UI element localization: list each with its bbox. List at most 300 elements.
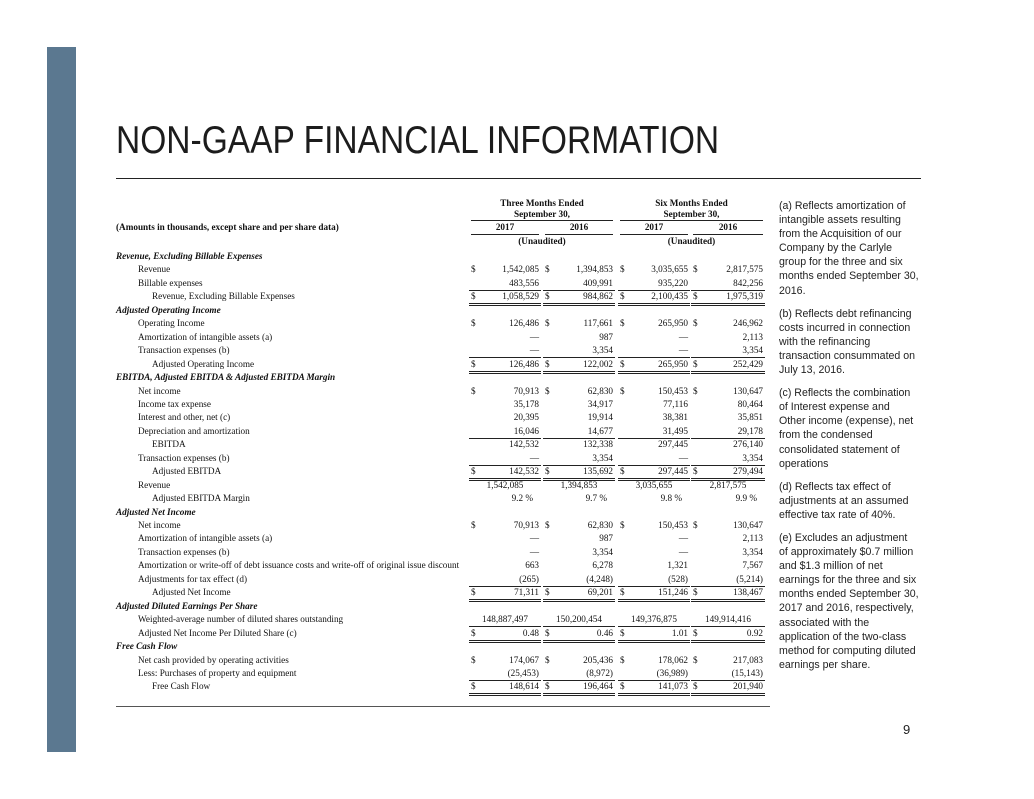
cell-value: 3,354 bbox=[742, 546, 763, 557]
cell-value: 297,445 bbox=[658, 439, 688, 450]
cell-value: 70,913 bbox=[513, 520, 539, 530]
table-row bbox=[116, 680, 768, 693]
table-cell bbox=[469, 452, 541, 466]
currency-symbol: $ bbox=[545, 358, 550, 369]
cell-value: 1,321 bbox=[667, 560, 688, 571]
cell-value: 0.48 bbox=[522, 627, 539, 638]
table-cell bbox=[543, 263, 615, 276]
table-cell bbox=[543, 667, 615, 681]
table-cell bbox=[469, 546, 541, 559]
currency-symbol: $ bbox=[545, 627, 550, 638]
table-row bbox=[116, 586, 768, 599]
header-rule-six-months bbox=[620, 220, 763, 221]
cell-value: 130,647 bbox=[733, 385, 763, 396]
section-row bbox=[116, 371, 768, 384]
cell-value: 9.8 % bbox=[660, 493, 682, 504]
cell-value: 663 bbox=[525, 560, 539, 571]
table-cell bbox=[469, 492, 541, 505]
row-label: Free Cash Flow bbox=[116, 641, 178, 652]
cell-value: 130,647 bbox=[733, 520, 763, 530]
table-cell bbox=[691, 411, 765, 424]
row-label: Net cash provided by operating activities bbox=[138, 654, 289, 665]
table-cell bbox=[618, 452, 690, 466]
cell-value: 1,394,853 bbox=[560, 479, 598, 490]
cell-value: 265,950 bbox=[658, 318, 688, 329]
table-cell bbox=[618, 385, 690, 398]
cell-value: 77,116 bbox=[663, 398, 688, 409]
table-cell bbox=[543, 680, 615, 696]
table-cell bbox=[691, 680, 765, 696]
currency-symbol: $ bbox=[620, 466, 625, 477]
table-cell bbox=[691, 398, 765, 411]
table-row bbox=[116, 411, 768, 424]
cell-value: — bbox=[529, 452, 539, 463]
cell-value: 35,851 bbox=[737, 412, 763, 423]
table-cell bbox=[469, 385, 541, 398]
cell-value: 842,256 bbox=[733, 277, 763, 288]
table-cell bbox=[618, 680, 690, 696]
unaudited-label: (Unaudited) bbox=[518, 236, 566, 246]
footnote-c: (c) Reflects the combination of Interest expense and Other income (expense), net from the condensed consolidated statement of operations bbox=[779, 387, 914, 470]
currency-symbol: $ bbox=[545, 264, 550, 275]
cell-value: 126,486 bbox=[509, 358, 539, 369]
cell-value: 70,913 bbox=[513, 385, 539, 396]
currency-symbol: $ bbox=[620, 654, 625, 665]
row-label: Transaction expenses (b) bbox=[138, 546, 230, 557]
cell-value: 150,453 bbox=[658, 385, 688, 396]
cell-value: 3,035,655 bbox=[651, 264, 688, 275]
table-cell bbox=[469, 532, 541, 545]
currency-symbol: $ bbox=[693, 318, 698, 329]
cell-value: 6,278 bbox=[592, 560, 613, 571]
currency-symbol: $ bbox=[471, 654, 476, 665]
cell-value: 31,495 bbox=[662, 425, 688, 436]
table-cell bbox=[618, 654, 690, 667]
cell-value: 987 bbox=[599, 533, 613, 544]
cell-value: 276,140 bbox=[733, 439, 763, 450]
cell-value: 62,830 bbox=[587, 520, 613, 530]
cell-value: 483,556 bbox=[509, 277, 539, 288]
table-cell bbox=[618, 425, 690, 439]
table-cell bbox=[469, 680, 541, 696]
currency-symbol: $ bbox=[471, 520, 476, 530]
currency-symbol: $ bbox=[471, 466, 476, 477]
currency-symbol: $ bbox=[471, 264, 476, 275]
cell-value: 3,354 bbox=[742, 345, 763, 356]
table-cell bbox=[691, 519, 765, 532]
table-cell bbox=[618, 411, 690, 424]
table-cell bbox=[691, 452, 765, 466]
cell-value: 148,887,497 bbox=[482, 614, 528, 625]
currency-symbol: $ bbox=[545, 520, 550, 530]
table-row bbox=[116, 398, 768, 411]
table-row bbox=[116, 277, 768, 290]
table-cell bbox=[691, 667, 765, 681]
currency-symbol: $ bbox=[471, 681, 476, 692]
row-label: Adjusted Net Income bbox=[116, 506, 196, 517]
table-cell bbox=[691, 532, 765, 545]
currency-symbol: $ bbox=[545, 385, 550, 396]
cell-value: 20,395 bbox=[513, 412, 539, 423]
row-label: Operating Income bbox=[138, 318, 205, 329]
year-header: 2017 bbox=[495, 222, 515, 232]
cell-value: 279,494 bbox=[733, 466, 763, 477]
currency-symbol: $ bbox=[693, 466, 698, 477]
currency-symbol: $ bbox=[471, 291, 476, 302]
cell-value: 126,486 bbox=[509, 318, 539, 329]
cell-value: 149,376,875 bbox=[631, 614, 677, 625]
table-row bbox=[116, 627, 768, 640]
cell-value: 201,940 bbox=[733, 681, 763, 692]
cell-value: 149,914,416 bbox=[705, 614, 751, 625]
table-cell bbox=[469, 573, 541, 587]
cell-value: 1,394,853 bbox=[576, 264, 613, 275]
row-label: Free Cash Flow bbox=[152, 681, 211, 692]
table-cell bbox=[543, 385, 615, 398]
cell-value: 9.2 % bbox=[511, 493, 533, 504]
table-cell bbox=[543, 277, 615, 291]
cell-value: 34,917 bbox=[587, 398, 613, 409]
footnote-d: (d) Reflects tax effect of adjustments at an assumed effective tax rate of 40%. bbox=[779, 480, 909, 521]
row-label: Billable expenses bbox=[138, 277, 203, 288]
row-label: Transaction expenses (b) bbox=[138, 345, 230, 356]
table-cell bbox=[469, 438, 541, 451]
table-row bbox=[116, 492, 768, 505]
table-cell bbox=[618, 532, 690, 545]
cell-value: 1,542,085 bbox=[502, 264, 539, 275]
table-cell bbox=[543, 532, 615, 545]
cell-value: 252,429 bbox=[733, 358, 763, 369]
cell-value: 3,354 bbox=[742, 452, 763, 463]
cell-value: (528) bbox=[668, 573, 688, 584]
row-label: Adjusted EBITDA bbox=[152, 466, 222, 477]
row-label: Amortization or write-off of debt issuance costs and write-off of original issue discount bbox=[138, 560, 460, 571]
table-cell bbox=[618, 667, 690, 681]
table-cell bbox=[618, 344, 690, 358]
table-cell bbox=[691, 344, 765, 358]
cell-value: 196,464 bbox=[583, 681, 613, 692]
page-title: NON-GAAP FINANCIAL INFORMATION bbox=[116, 119, 720, 162]
cell-value: 7,567 bbox=[742, 560, 763, 571]
year-rule bbox=[693, 234, 763, 235]
currency-symbol: $ bbox=[620, 385, 625, 396]
currency-symbol: $ bbox=[693, 627, 698, 638]
table-cell bbox=[618, 331, 690, 344]
currency-symbol: $ bbox=[693, 654, 698, 665]
table-cell bbox=[691, 317, 765, 330]
table-cell bbox=[618, 519, 690, 532]
table-cell bbox=[469, 425, 541, 439]
table-cell bbox=[469, 411, 541, 424]
cell-value: 71,311 bbox=[514, 587, 539, 598]
table-row bbox=[116, 290, 768, 303]
cell-value: 141,073 bbox=[658, 681, 688, 692]
header-six-months-line1: Six Months Ended bbox=[655, 198, 728, 208]
table-cell bbox=[691, 559, 765, 572]
currency-symbol: $ bbox=[693, 385, 698, 396]
table-row bbox=[116, 532, 768, 545]
table-cell bbox=[691, 425, 765, 439]
cell-value: 178,062 bbox=[658, 654, 688, 665]
year-header: 2016 bbox=[718, 222, 738, 232]
cell-value: — bbox=[529, 546, 539, 557]
footnote-e: (e) Excludes an adjustment of approximately $0.7 million and $1.3 million of net earnings for the three and six months ended September 30, 2017 and 2016, respectively, associated with the application of the two-class method for computing diluted earnings per share. bbox=[779, 531, 919, 671]
row-label: Income tax expense bbox=[138, 398, 211, 409]
table-cell bbox=[618, 546, 690, 559]
year-header: 2016 bbox=[569, 222, 589, 232]
row-label: Transaction expenses (b) bbox=[138, 452, 230, 463]
row-label: Amortization of intangible assets (a) bbox=[138, 331, 273, 342]
header-six-months-line2: September 30, bbox=[663, 209, 720, 219]
table-cell bbox=[469, 559, 541, 572]
table-cell bbox=[469, 519, 541, 532]
table-cell bbox=[691, 613, 765, 627]
cell-value: 148,614 bbox=[509, 681, 539, 692]
currency-symbol: $ bbox=[693, 264, 698, 275]
table-cell bbox=[691, 331, 765, 344]
table-cell bbox=[543, 331, 615, 344]
table-cell bbox=[469, 667, 541, 681]
table-row bbox=[116, 385, 768, 398]
cell-value: — bbox=[678, 546, 688, 557]
table-cell bbox=[469, 344, 541, 358]
cell-value: 151,246 bbox=[658, 587, 688, 598]
cell-value: 138,467 bbox=[733, 587, 763, 598]
table-cell bbox=[543, 519, 615, 532]
cell-value: 0.46 bbox=[596, 627, 613, 638]
currency-symbol: $ bbox=[620, 587, 625, 598]
cell-value: 16,046 bbox=[513, 425, 539, 436]
table-row bbox=[116, 344, 768, 357]
table-cell bbox=[691, 654, 765, 667]
row-label: Adjusted Net Income bbox=[152, 587, 231, 598]
table-cell bbox=[543, 425, 615, 439]
table-row bbox=[116, 519, 768, 532]
table-cell bbox=[543, 398, 615, 411]
cell-value: (5,214) bbox=[736, 573, 763, 584]
currency-symbol: $ bbox=[471, 358, 476, 369]
cell-value: 174,067 bbox=[509, 654, 539, 665]
cell-value: 150,453 bbox=[658, 520, 688, 530]
currency-symbol: $ bbox=[620, 520, 625, 530]
table-cell bbox=[543, 613, 615, 627]
row-label: Net income bbox=[138, 385, 181, 396]
cell-value: 122,002 bbox=[583, 358, 613, 369]
table-cell bbox=[691, 546, 765, 559]
table-cell bbox=[543, 411, 615, 424]
currency-symbol: $ bbox=[693, 358, 698, 369]
table-row bbox=[116, 452, 768, 465]
cell-value: 2,113 bbox=[742, 533, 763, 544]
table-cell bbox=[543, 344, 615, 358]
row-label: Net income bbox=[138, 520, 181, 530]
section-row bbox=[116, 600, 768, 613]
row-label: Weighted-average number of diluted shares outstanding bbox=[138, 614, 344, 625]
table-cell bbox=[543, 573, 615, 587]
amounts-note: (Amounts in thousands, except share and per share data) bbox=[116, 222, 339, 232]
cell-value: 29,178 bbox=[737, 425, 763, 436]
cell-value: 935,220 bbox=[658, 277, 688, 288]
cell-value: 2,817,575 bbox=[726, 264, 763, 275]
row-label: Adjusted EBITDA Margin bbox=[152, 493, 250, 504]
currency-symbol: $ bbox=[471, 587, 476, 598]
cell-value: 2,817,575 bbox=[709, 479, 747, 490]
currency-symbol: $ bbox=[545, 466, 550, 477]
currency-symbol: $ bbox=[545, 654, 550, 665]
year-header: 2017 bbox=[644, 222, 664, 232]
cell-value: 9.7 % bbox=[585, 493, 607, 504]
table-cell bbox=[469, 479, 541, 492]
cell-value: 984,862 bbox=[583, 291, 613, 302]
cell-value: 19,914 bbox=[587, 412, 613, 423]
cell-value: 2,100,435 bbox=[651, 291, 688, 302]
table-cell bbox=[469, 398, 541, 411]
currency-symbol: $ bbox=[620, 318, 625, 329]
table-cell bbox=[691, 263, 765, 276]
currency-symbol: $ bbox=[620, 291, 625, 302]
cell-value: 1,058,529 bbox=[502, 291, 539, 302]
unaudited-label: (Unaudited) bbox=[667, 236, 716, 246]
table-cell bbox=[469, 331, 541, 344]
table-row bbox=[116, 317, 768, 330]
cell-value: 246,962 bbox=[733, 318, 763, 329]
cell-value: 3,354 bbox=[592, 345, 613, 356]
currency-symbol: $ bbox=[693, 520, 698, 530]
row-label: Interest and other, net (c) bbox=[138, 412, 231, 423]
table-cell bbox=[618, 263, 690, 276]
table-cell bbox=[691, 438, 765, 451]
table-cell bbox=[618, 492, 690, 505]
table-row bbox=[116, 465, 768, 478]
currency-symbol: $ bbox=[471, 385, 476, 396]
cell-value: — bbox=[678, 345, 688, 356]
currency-symbol: $ bbox=[545, 291, 550, 302]
row-label: EBITDA bbox=[152, 439, 186, 450]
row-label: Revenue bbox=[138, 264, 171, 275]
page-number: 9 bbox=[903, 722, 911, 737]
cell-value: 62,830 bbox=[587, 385, 613, 396]
table-row bbox=[116, 263, 768, 276]
table-cell bbox=[543, 559, 615, 572]
table-cell bbox=[618, 559, 690, 572]
row-label: EBITDA, Adjusted EBITDA & Adjusted EBITDA Margin bbox=[116, 372, 336, 383]
table-row bbox=[116, 331, 768, 344]
currency-symbol: $ bbox=[693, 291, 698, 302]
cell-value: 135,692 bbox=[583, 466, 613, 477]
table-cell bbox=[618, 438, 690, 451]
cell-value: — bbox=[529, 345, 539, 356]
cell-value: 9.9 % bbox=[735, 493, 757, 504]
cell-value: 1.01 bbox=[671, 627, 688, 638]
cell-value: (4,248) bbox=[586, 573, 613, 584]
table-cell bbox=[691, 385, 765, 398]
row-label: Adjusted Operating Income bbox=[116, 304, 221, 315]
cell-value: 0.92 bbox=[746, 627, 763, 638]
row-label: Revenue bbox=[138, 479, 171, 490]
currency-symbol: $ bbox=[471, 318, 476, 329]
currency-symbol: $ bbox=[620, 681, 625, 692]
cell-value: 3,354 bbox=[592, 452, 613, 463]
section-row bbox=[116, 640, 768, 653]
table-row bbox=[116, 667, 768, 680]
table-cell bbox=[618, 479, 690, 492]
table-cell bbox=[543, 546, 615, 559]
header-three-months-line2: September 30, bbox=[514, 209, 570, 219]
row-label: Adjusted Diluted Earnings Per Share bbox=[116, 600, 258, 611]
footnote-a: (a) Reflects amortization of intangible assets resulting from the Acquisition of our Company by the Carlyle group for the three and six months ended September 30, 2016. bbox=[779, 200, 919, 297]
table-cell bbox=[691, 492, 765, 505]
cell-value: 3,354 bbox=[592, 546, 613, 557]
table-cell bbox=[618, 573, 690, 587]
table-cell bbox=[543, 452, 615, 466]
row-label: Amortization of intangible assets (a) bbox=[138, 533, 273, 544]
cell-value: — bbox=[529, 533, 539, 544]
currency-symbol: $ bbox=[545, 681, 550, 692]
row-label: Adjustments for tax effect (d) bbox=[138, 573, 248, 584]
table-row bbox=[116, 358, 768, 371]
cell-value: (25,453) bbox=[507, 667, 539, 678]
cell-value: — bbox=[529, 331, 539, 342]
currency-symbol: $ bbox=[620, 264, 625, 275]
cell-value: (15,143) bbox=[731, 667, 763, 678]
header-rule-three-months bbox=[471, 220, 613, 221]
table-row bbox=[116, 438, 768, 451]
cell-value: (36,989) bbox=[656, 667, 688, 678]
cell-value: 205,436 bbox=[583, 654, 613, 665]
table-cell bbox=[469, 277, 541, 291]
cell-value: 409,991 bbox=[583, 277, 613, 288]
section-row bbox=[116, 250, 768, 263]
row-label: Depreciation and amortization bbox=[138, 425, 250, 436]
table-cell bbox=[543, 317, 615, 330]
table-cell bbox=[469, 317, 541, 330]
row-label: Revenue, Excluding Billable Expenses bbox=[152, 291, 295, 302]
currency-symbol: $ bbox=[471, 627, 476, 638]
cell-value: 80,464 bbox=[737, 398, 763, 409]
table-cell bbox=[618, 317, 690, 330]
table-row bbox=[116, 546, 768, 559]
table-cell bbox=[691, 573, 765, 587]
table-bottom-rule bbox=[116, 706, 770, 707]
cell-value: 150,200,454 bbox=[556, 614, 602, 625]
cell-value: 132,338 bbox=[583, 439, 613, 450]
cell-value: 2,113 bbox=[742, 331, 763, 342]
currency-symbol: $ bbox=[620, 627, 625, 638]
table-cell bbox=[469, 613, 541, 627]
row-label: Less: Purchases of property and equipment bbox=[138, 667, 297, 678]
table-cell bbox=[543, 654, 615, 667]
cell-value: (265) bbox=[519, 573, 539, 584]
table-cell bbox=[691, 479, 765, 492]
cell-value: 3,035,655 bbox=[635, 479, 673, 490]
footnote-b: (b) Reflects debt refinancing costs incurred in connection with the refinancing transaction consummated on July 13, 2016. bbox=[779, 307, 916, 377]
cell-value: 14,677 bbox=[587, 425, 613, 436]
row-label: Adjusted Operating Income bbox=[152, 358, 255, 369]
table-row bbox=[116, 654, 768, 667]
title-rule bbox=[116, 178, 921, 179]
cell-value: 987 bbox=[599, 331, 613, 342]
year-rule bbox=[620, 234, 688, 235]
header-three-months-line1: Three Months Ended bbox=[500, 198, 584, 208]
table-row bbox=[116, 425, 768, 438]
table-cell bbox=[469, 263, 541, 276]
currency-symbol: $ bbox=[693, 681, 698, 692]
cell-value: 217,083 bbox=[733, 654, 763, 665]
currency-symbol: $ bbox=[545, 587, 550, 598]
table-cell bbox=[618, 277, 690, 291]
table-row bbox=[116, 573, 768, 586]
footnotes bbox=[779, 199, 919, 681]
